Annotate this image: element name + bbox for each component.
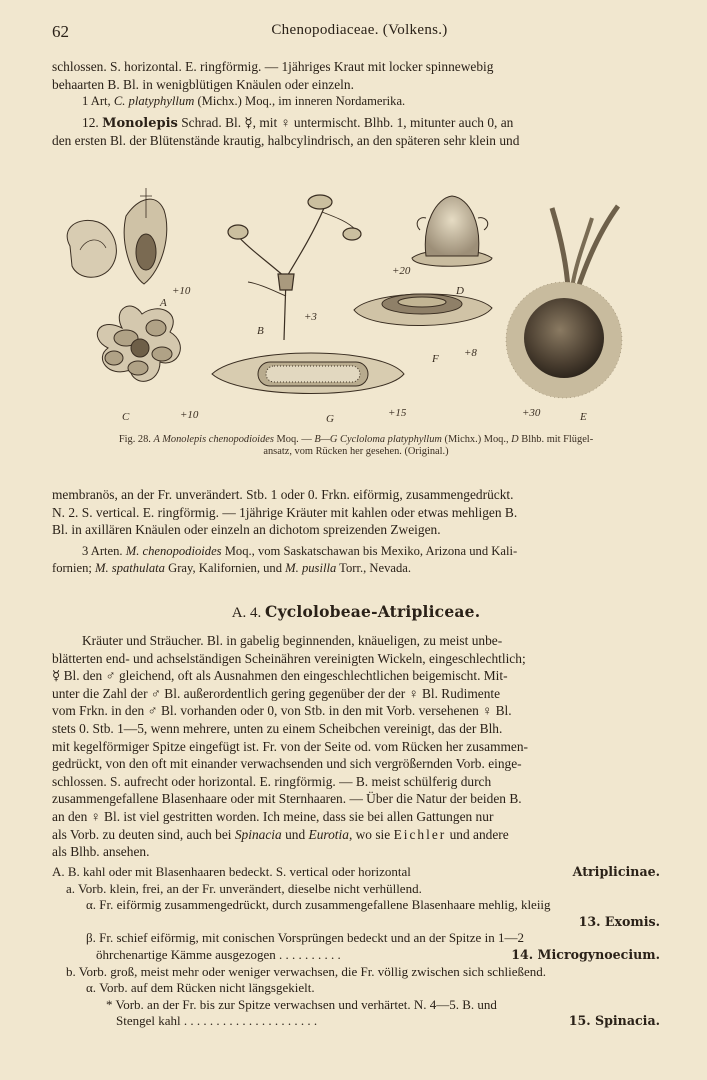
key-entry [52, 881, 660, 898]
text-line: mit kegelförmiger Spitze eingefügt ist. Fr. von der Seite od. vom Rücken her zusammen- [52, 738, 529, 754]
key-result: 14. Microgynoecium. [511, 946, 660, 962]
key-text: * Vorb. an der Fr. bis zur Spitze verwachsen und verhärtet. N. 4—5. B. und [106, 996, 497, 1012]
species-name: C. platyphyllum [113, 94, 195, 109]
text-line: an den ♀ Bl. ist viel gestritten worden. Ich meine, dass sie bei allen Gattungen nur [52, 808, 494, 824]
genus-name: Eurotia [308, 826, 349, 842]
page-header [52, 22, 667, 42]
key-text: Stengel kahl . . . . . . . . . . . . . . . . . . . . . [116, 1013, 318, 1029]
key-entry [52, 1013, 660, 1030]
key-text: α. Vorb. auf dem Rücken nicht längsgekielt. [86, 980, 315, 996]
text-line: Bl. in axillären Knäulen oder einzeln an dichotom spreizenden Zweigen. [52, 522, 441, 538]
species-range: fornien; [52, 561, 96, 576]
genus-number: 12. [82, 114, 103, 130]
identification-key [52, 864, 660, 1030]
text-line: Kräuter und Sträucher. Bl. in gabelig beginnenden, knäueligen, zu meist unbe- [82, 633, 503, 648]
illustration-b [228, 195, 361, 340]
illustration-f [354, 294, 492, 326]
species-list [52, 543, 660, 561]
text-fragment: und [281, 826, 309, 842]
section-title: Cyclolobeae-Atripliceae. [265, 602, 481, 621]
figure-label-c: C [122, 411, 130, 423]
scale-e: +30 [522, 407, 541, 419]
key-entry [52, 997, 660, 1014]
key-text: öhrchenartige Kämme ausgezogen . . . . . . . . . . [96, 946, 341, 962]
key-text: A. B. kahl oder mit Blasenhaaren bedeckt. S. vertical oder horizontal [52, 864, 411, 879]
text-fragment: als Vorb. zu deuten sind, auch bei [52, 826, 235, 842]
text-line: behaarten B. Bl. in wenigblütigen Knäulen oder einzeln. [52, 76, 354, 92]
key-entry [52, 864, 660, 881]
figure-label-d: D [456, 285, 464, 297]
text-fragment: , wo sie [348, 826, 394, 842]
text-line [52, 826, 660, 844]
body-text-block [52, 632, 660, 861]
key-text: α. Fr. eiförmig zusammengedrückt, durch zusammengefallene Blasenhaare mehlig, kleiig [86, 897, 551, 913]
figure-caption [52, 434, 660, 459]
species-range: Torr., Nevada. [336, 561, 412, 576]
text-line: schlossen. S. aufrecht oder horizontal. E. ringförmig. — B. meist schülferig durch [52, 773, 492, 789]
scale-a: +10 [172, 285, 191, 297]
caption-species-b: B—G Cycloloma platyphyllum [314, 434, 442, 445]
species-list-cont [52, 560, 660, 578]
key-text: β. Fr. schief eiförmig, mit conischen Vorsprüngen bedeckt und an der Spitze in 1—2 [86, 930, 524, 946]
key-result: Atriplicinae. [572, 864, 660, 879]
page-number: 62 [52, 22, 69, 41]
key-entry [52, 914, 660, 931]
scale-g: +15 [388, 407, 407, 419]
text-line: vom Frkn. in den ♂ Bl. vorhanden oder 0, von Stb. in den mit Vorb. versehenen ♀ Bl. [52, 703, 512, 719]
genus-line [52, 114, 660, 133]
species-count: 3 Arten. [82, 543, 126, 558]
text-line: blätterten end- und achselständigen Scheinähren vereinigten Wickeln, eingeschlechtlich; [52, 650, 526, 666]
key-entry [52, 930, 660, 947]
scale-d: +20 [392, 265, 411, 277]
species-range: Moq., vom Saskatschawan bis Mexiko, Arizona und Kali- [221, 543, 518, 558]
text-line: N. 2. S. vertical. E. ringförmig. — 1jährige Kräuter mit kahlen oder etwas mehligen B. [52, 504, 518, 520]
text-line: als Blhb. ansehen. [52, 844, 150, 860]
mid-text-block [52, 486, 660, 578]
text-line: schlossen. S. horizontal. E. ringförmig. — 1jähriges Kraut mit locker spinnewebig [52, 59, 494, 74]
scale-c: +10 [180, 409, 199, 421]
species-line [52, 93, 660, 111]
running-title: Chenopodiaceae. (Volkens.) [271, 22, 448, 38]
text-fragment: und andere [446, 826, 509, 842]
genus-name: Monolepis [102, 115, 178, 131]
key-result: 15. Spinacia. [568, 1013, 660, 1029]
species-name: M. chenopodioides [125, 543, 222, 558]
species-name: M. pusilla [285, 561, 337, 576]
text-line: ☿ Bl. den ♂ gleichend, oft als Ausnahmen den eingeschlechtlichen beigemischt. Mit- [52, 668, 508, 684]
key-text: a. Vorb. klein, frei, an der Fr. unverändert, dieselbe nicht verhüllend. [66, 880, 422, 896]
section-number: A. 4. [231, 605, 266, 621]
caption-end: Blhb. mit Flügel- [518, 434, 594, 445]
text-line: den ersten Bl. der Blütenstände krautig, halbcylindrisch, an den späteren sehr klein und [52, 133, 520, 149]
key-result: 13. Exomis. [578, 913, 660, 929]
genus-name: Spinacia [234, 826, 282, 842]
illustration-d [412, 196, 492, 266]
top-text-block [52, 58, 660, 150]
caption-letter-d: D [511, 434, 519, 445]
species-range: Gray, Kalifornien, und [164, 561, 286, 576]
figure-label-e: E [580, 411, 587, 423]
key-entry [52, 947, 660, 964]
caption-line-2: ansatz, vom Rücken her gesehen. (Original.) [263, 446, 449, 458]
text-line: stets 0. Stb. 1—5, wenn mehrere, unten zu einem Scheibchen vereinigt, das der Blh. [52, 720, 503, 736]
species-suffix: (Michx.) Moq., im inneren Nordamerika. [194, 94, 406, 109]
illustration-g [212, 353, 404, 394]
figure-label-b: B [257, 325, 264, 337]
illustration-a [67, 188, 167, 284]
figure-label-a: A [160, 297, 167, 309]
text-line: zusammengefallene Blasenhaare oder mit Sternhaaren. — Über die Natur der beiden B. [52, 791, 522, 807]
botanical-figure [52, 178, 660, 426]
key-text: b. Vorb. groß, meist mehr oder weniger verwachsen, die Fr. völlig zwischen sich schließend. [66, 963, 547, 979]
text-line: membranös, an der Fr. unverändert. Stb. 1 oder 0. Frkn. eiförmig, zusammengedrückt. [52, 487, 514, 502]
species-name: M. spathulata [95, 561, 165, 576]
key-entry [52, 980, 660, 997]
author-name: Eichler [393, 826, 447, 842]
species-prefix: 1 Art, [82, 94, 114, 109]
illustration-e [506, 206, 622, 398]
caption-author: (Michx.) Moq., [441, 434, 512, 445]
genus-description: Schrad. Bl. ☿, mit ♀ untermischt. Blhb. 1, mitunter auch 0, an [177, 114, 514, 130]
key-entry [52, 964, 660, 981]
scale-b: +3 [304, 311, 317, 323]
figure-label-f: F [432, 353, 439, 365]
figure-label-g: G [326, 413, 334, 425]
caption-species-a: A Monolepis chenopodioides [153, 434, 274, 445]
caption-mid: Moq. — [273, 434, 315, 445]
key-entry [52, 897, 660, 914]
illustration-c [97, 306, 180, 381]
caption-prefix: Fig. 28. [118, 434, 154, 445]
scale-f: +8 [464, 347, 477, 359]
section-heading [52, 602, 660, 622]
text-line: gedrückt, von den oft mit einander verwachsenden und sich vergrößernden Vorb. einge- [52, 756, 522, 772]
figure-drawing [52, 178, 660, 426]
text-line: unter die Zahl der ♂ Bl. außerordentlich gering gegenüber der der ♀ Bl. Rudimente [52, 685, 501, 701]
